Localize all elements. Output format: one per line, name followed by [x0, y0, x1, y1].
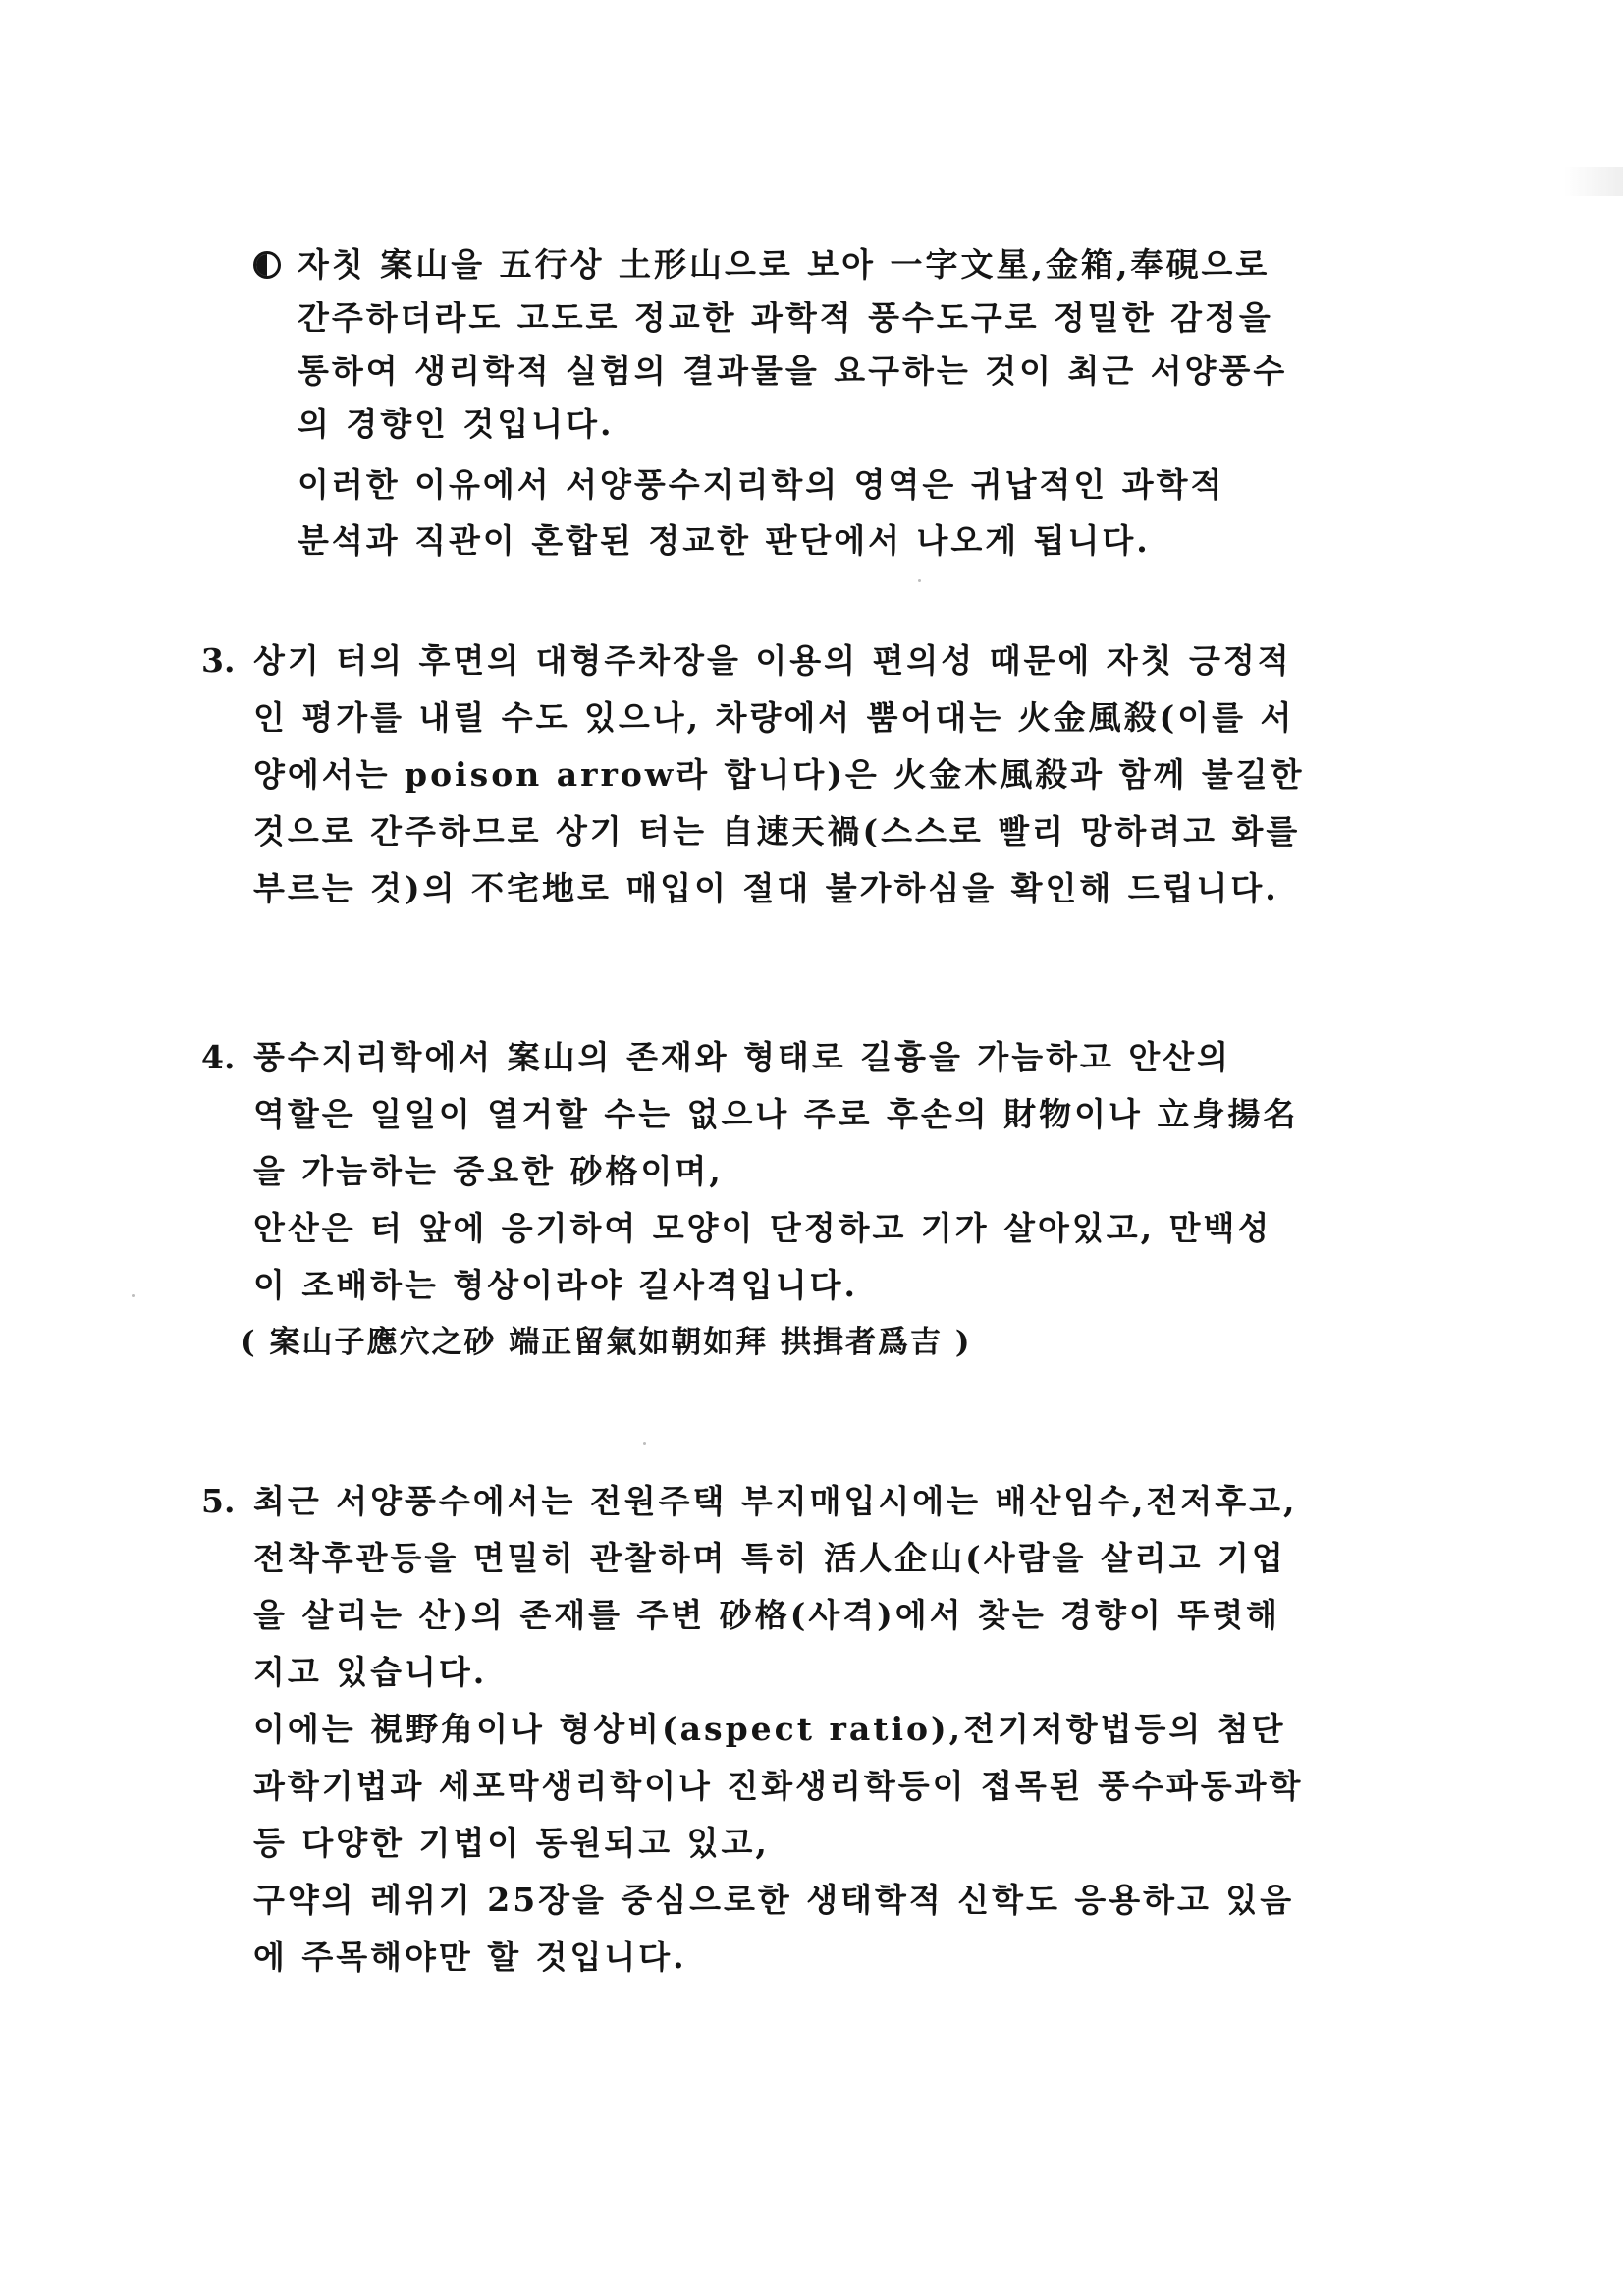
section-3-line: 상기 터의 후면의 대형주차장을 이용의 편의성 때문에 자칫 긍정적: [253, 641, 1292, 680]
intro-line: 의 경향인 것입니다.: [298, 405, 615, 443]
section-5-line: 등 다양한 기법이 동원되고 있고,: [253, 1824, 770, 1862]
section-4-number: 4.: [201, 1038, 236, 1076]
section-5-line: 이에는 視野角이나 형상비(aspect ratio),전기저항법등의 첨단: [253, 1710, 1286, 1748]
section-5-line: 전착후관등을 면밀히 관찰하며 특히 活人企山(사람을 살리고 기업: [253, 1539, 1286, 1577]
section-4-line: 을 가늠하는 중요한 砂格이며,: [253, 1152, 724, 1190]
section-3-line: 양에서는 poison arrow라 합니다)은 火金木風殺과 함께 불길한: [253, 755, 1305, 793]
section-5-line: 구약의 레위기 25장을 중심으로한 생태학적 신학도 응용하고 있음: [253, 1881, 1295, 1919]
section-4-line: 안산은 터 앞에 응기하여 모양이 단정하고 기가 살아있고, 만백성: [253, 1209, 1272, 1247]
intro-line: 간주하더라도 고도로 정교한 과학적 풍수도구로 정밀한 감정을: [298, 299, 1273, 337]
intro-line: 자칫 案山을 五行상 土形山으로 보아 一字文星,金箱,奉硯으로: [298, 246, 1271, 284]
intro-line: 분석과 직관이 혼합된 정교한 판단에서 나오게 됩니다.: [298, 521, 1151, 560]
scan-speck: [643, 1442, 646, 1445]
intro-line: 통하여 생리학적 실험의 결과물을 요구하는 것이 최근 서양풍수: [298, 352, 1288, 390]
section-3-line: 부르는 것)의 不宅地로 매입이 절대 불가하심을 확인해 드립니다.: [253, 869, 1279, 907]
section-3-line: 인 평가를 내릴 수도 있으나, 차량에서 뿜어대는 火金風殺(이를 서: [253, 698, 1295, 737]
scan-speck: [918, 579, 921, 582]
section-5-line: 과학기법과 세포막생리학이나 진화생리학등이 접목된 풍수파동과학: [253, 1767, 1304, 1805]
section-4-line: 이 조배하는 형상이라야 길사격입니다.: [253, 1266, 859, 1304]
scan-edge-shadow: [1564, 167, 1623, 196]
section-4-line: 풍수지리학에서 案山의 존재와 형태로 길흉을 가늠하고 안산의: [253, 1038, 1232, 1076]
section-5-number: 5.: [201, 1482, 236, 1520]
section-3-line: 것으로 간주하므로 상기 터는 自速天禍(스스로 빨리 망하려고 화를: [253, 812, 1301, 850]
scan-speck: [132, 1294, 135, 1297]
half-circle-bullet-icon: [253, 251, 281, 279]
section-4-classical-quote: ( 案山子應穴之砂 端正留氣如朝如拜 拱揖者爲吉 ): [241, 1325, 972, 1360]
section-5-line: 에 주목해야만 할 것입니다.: [253, 1938, 687, 1976]
section-5-line: 최근 서양풍수에서는 전원주택 부지매입시에는 배산임수,전저후고,: [253, 1482, 1298, 1520]
section-5-line: 지고 있습니다.: [253, 1653, 488, 1691]
section-4-line: 역할은 일일이 열거할 수는 없으나 주로 후손의 財物이나 立身揚名: [253, 1095, 1299, 1133]
section-3-number: 3.: [201, 641, 236, 680]
intro-line: 이러한 이유에서 서양풍수지리학의 영역은 귀납적인 과학적: [298, 465, 1225, 504]
section-5-line: 을 살리는 산)의 존재를 주변 砂格(사격)에서 찾는 경향이 뚜렷해: [253, 1596, 1280, 1634]
